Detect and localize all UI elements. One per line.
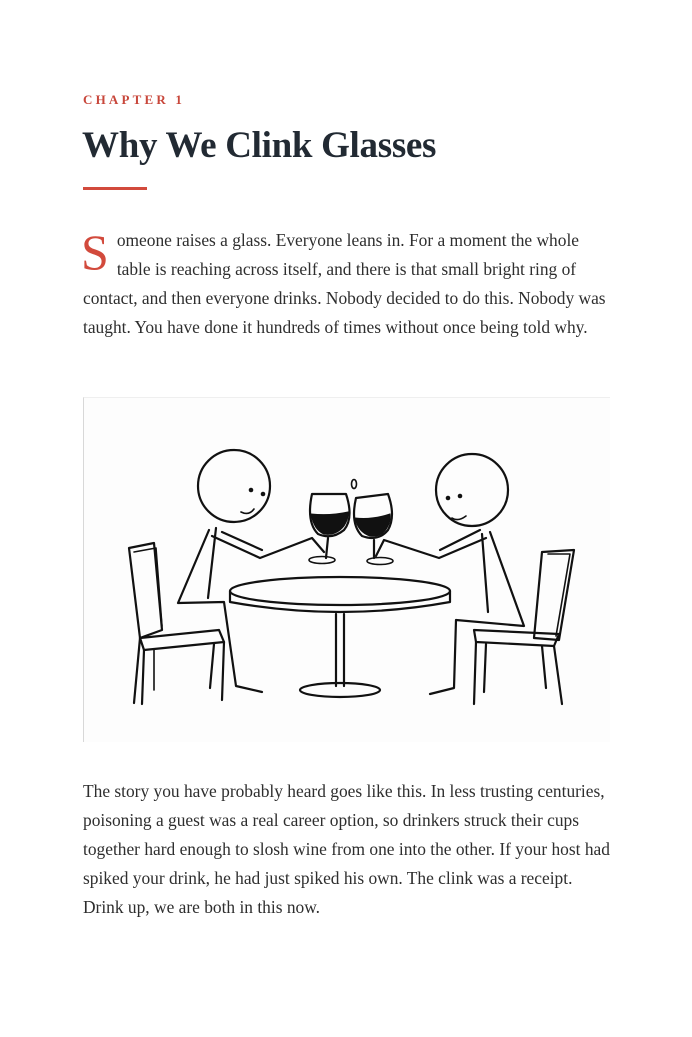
round-table <box>230 577 450 697</box>
left-person <box>178 450 324 692</box>
opening-paragraph-text: omeone raises a glass. Everyone leans in. For a moment the whole table is reaching across itself, and there is that small bright ring of contact, and then everyone drinks. Nobody decided to do this. Nobody was taught. You have done it hundreds of times without once being told why. <box>83 230 606 337</box>
drop-cap: S <box>81 224 109 280</box>
chapter-title: Why We Clink Glasses <box>82 125 437 166</box>
chapter-label: CHAPTER 1 <box>83 92 186 107</box>
toast-illustration <box>83 397 610 742</box>
second-paragraph: The story you have probably heard goes like this. In less trusting centuries, poisoning a guest was a real career option, so drinkers struck their cups together hard enough to slosh wine from one into the other. If your host had spiked your drink, he had just spiked his own. The clink was a receipt. Drink up, we are both in this now. <box>83 781 610 917</box>
right-person <box>376 454 524 694</box>
toast-drawing <box>84 398 610 742</box>
opening-paragraph <box>83 226 613 342</box>
clink-spark <box>352 480 357 489</box>
title-underline <box>83 187 147 190</box>
left-wine-glass <box>309 494 350 564</box>
right-wine-glass <box>354 494 393 565</box>
left-chair <box>129 543 224 704</box>
